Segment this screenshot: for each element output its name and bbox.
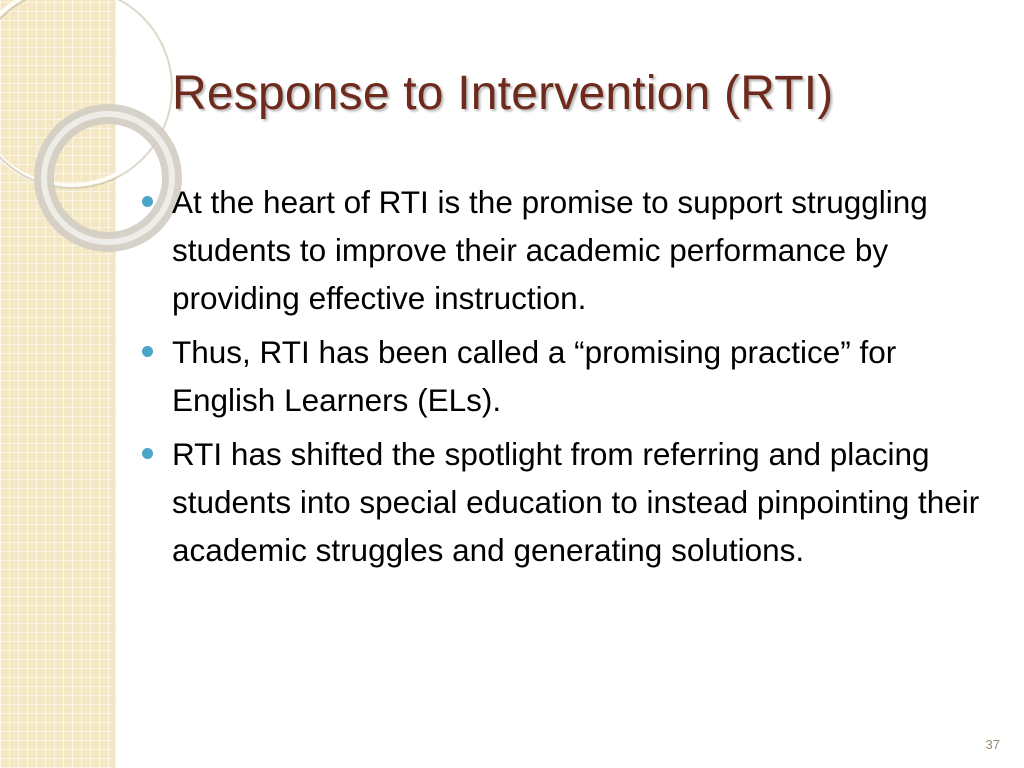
bullet-text: Thus, RTI has been called a “promising practice” for English Learners (ELs).	[172, 334, 897, 418]
bullet-item	[132, 430, 982, 574]
bullet-item	[132, 328, 982, 424]
bullet-text: RTI has shifted the spotlight from referring and placing students into special education to instead pinpointing their academic struggles and generating solutions.	[172, 436, 980, 568]
slide-title: Response to Intervention (RTI)	[172, 67, 834, 120]
slide-number: 37	[985, 737, 1000, 752]
bullet-item	[132, 178, 982, 322]
bullet-text: At the heart of RTI is the promise to support struggling students to improve their academic performance by providing effective instruction.	[172, 184, 928, 316]
large-ring-shadow	[0, 0, 172, 188]
bullet-dot-icon	[142, 448, 153, 459]
bullet-dot-icon	[142, 196, 153, 207]
bullet-list	[132, 178, 982, 580]
bullet-dot-icon	[142, 346, 153, 357]
